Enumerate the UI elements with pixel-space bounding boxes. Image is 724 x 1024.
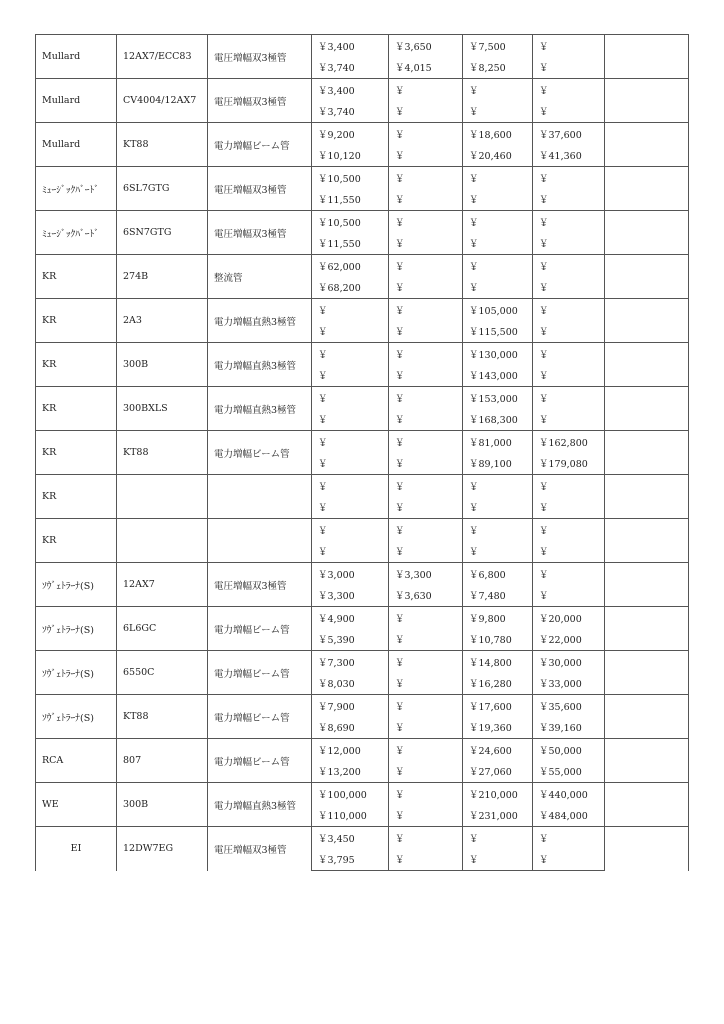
model-cell: 12AX7 xyxy=(117,563,208,607)
model-cell xyxy=(117,519,208,563)
price-cell: ￥ xyxy=(533,585,605,607)
tube-type-cell: 電圧増幅双3極管 xyxy=(208,35,312,79)
price-cell: ￥9,200 xyxy=(312,123,389,145)
tube-type-cell: 電力増幅ビーム管 xyxy=(208,695,312,739)
table-row xyxy=(36,167,689,189)
model-cell: CV4004/12AX7 xyxy=(117,79,208,123)
table-row xyxy=(36,607,689,629)
price-cell: ￥ xyxy=(533,167,605,189)
brand-cell: KR xyxy=(36,255,117,299)
price-table xyxy=(35,34,689,871)
price-cell: ￥ xyxy=(463,497,533,519)
tube-type-cell: 電圧増幅双3極管 xyxy=(208,827,312,871)
price-cell: ￥ xyxy=(463,541,533,563)
model-cell xyxy=(117,475,208,519)
price-cell: ￥ xyxy=(312,497,389,519)
note-cell xyxy=(605,255,689,299)
price-cell: ￥ xyxy=(389,233,463,255)
note-cell xyxy=(605,695,689,739)
brand-cell: ﾐｭｰｼﾞｯｸﾊﾞｰﾄﾞ xyxy=(36,211,117,255)
price-cell: ￥ xyxy=(533,409,605,431)
table-row xyxy=(36,651,689,673)
price-cell: ￥3,650 xyxy=(389,35,463,57)
price-cell: ￥ xyxy=(533,827,605,849)
price-cell: ￥ xyxy=(312,431,389,453)
tube-type-cell: 電力増幅ビーム管 xyxy=(208,651,312,695)
table-row xyxy=(36,475,689,497)
price-cell: ￥ xyxy=(389,167,463,189)
price-cell: ￥105,000 xyxy=(463,299,533,321)
model-cell: 274B xyxy=(117,255,208,299)
price-cell: ￥10,780 xyxy=(463,629,533,651)
brand-cell: Mullard xyxy=(36,35,117,79)
price-cell: ￥3,740 xyxy=(312,101,389,123)
price-cell: ￥ xyxy=(463,519,533,541)
tube-type-cell: 電力増幅ビーム管 xyxy=(208,431,312,475)
table-row xyxy=(36,695,689,717)
tube-type-cell: 電圧増幅双3極管 xyxy=(208,563,312,607)
model-cell: KT88 xyxy=(117,695,208,739)
price-cell: ￥ xyxy=(312,409,389,431)
price-cell: ￥33,000 xyxy=(533,673,605,695)
price-cell: ￥100,000 xyxy=(312,783,389,805)
price-cell: ￥ xyxy=(533,849,605,871)
price-cell: ￥8,250 xyxy=(463,57,533,79)
table-row xyxy=(36,211,689,233)
table-row xyxy=(36,563,689,585)
price-cell: ￥55,000 xyxy=(533,761,605,783)
model-cell: 807 xyxy=(117,739,208,783)
tube-type-cell xyxy=(208,519,312,563)
price-cell: ￥3,795 xyxy=(312,849,389,871)
table-row xyxy=(36,519,689,541)
price-cell: ￥ xyxy=(463,475,533,497)
tube-type-cell: 電力増幅直熱3極管 xyxy=(208,783,312,827)
price-cell: ￥39,160 xyxy=(533,717,605,739)
price-cell: ￥3,450 xyxy=(312,827,389,849)
price-cell: ￥ xyxy=(389,497,463,519)
price-cell: ￥8,030 xyxy=(312,673,389,695)
price-cell: ￥ xyxy=(533,365,605,387)
price-cell: ￥ xyxy=(533,343,605,365)
table-row xyxy=(36,783,689,805)
price-cell: ￥ xyxy=(463,233,533,255)
price-cell: ￥ xyxy=(463,189,533,211)
note-cell xyxy=(605,79,689,123)
model-cell: 300BXLS xyxy=(117,387,208,431)
price-cell: ￥ xyxy=(533,233,605,255)
price-cell: ￥5,390 xyxy=(312,629,389,651)
price-cell: ￥440,000 xyxy=(533,783,605,805)
brand-cell: KR xyxy=(36,343,117,387)
price-cell: ￥6,800 xyxy=(463,563,533,585)
brand-cell: ｿｳﾞｪﾄﾗｰﾅ(S) xyxy=(36,695,117,739)
price-cell: ￥ xyxy=(463,827,533,849)
brand-cell: KR xyxy=(36,519,117,563)
tube-type-cell: 電力増幅直熱3極管 xyxy=(208,387,312,431)
price-cell: ￥ xyxy=(389,629,463,651)
note-cell xyxy=(605,167,689,211)
price-cell: ￥ xyxy=(533,497,605,519)
price-cell: ￥37,600 xyxy=(533,123,605,145)
price-cell: ￥ xyxy=(389,145,463,167)
price-cell: ￥ xyxy=(463,101,533,123)
price-cell: ￥168,300 xyxy=(463,409,533,431)
price-cell: ￥ xyxy=(463,211,533,233)
price-cell: ￥ xyxy=(312,475,389,497)
tube-type-cell: 電圧増幅双3極管 xyxy=(208,167,312,211)
price-cell: ￥ xyxy=(389,651,463,673)
price-cell: ￥ xyxy=(389,739,463,761)
model-cell: 300B xyxy=(117,783,208,827)
price-cell: ￥41,360 xyxy=(533,145,605,167)
note-cell xyxy=(605,607,689,651)
note-cell xyxy=(605,35,689,79)
price-cell: ￥3,630 xyxy=(389,585,463,607)
price-cell: ￥ xyxy=(389,79,463,101)
price-cell: ￥ xyxy=(533,277,605,299)
price-cell: ￥ xyxy=(389,475,463,497)
table-row xyxy=(36,123,689,145)
price-cell: ￥3,300 xyxy=(312,585,389,607)
note-cell xyxy=(605,123,689,167)
price-cell: ￥ xyxy=(389,849,463,871)
brand-cell: ｿｳﾞｪﾄﾗｰﾅ(S) xyxy=(36,563,117,607)
model-cell: 6SN7GTG xyxy=(117,211,208,255)
price-cell: ￥ xyxy=(312,321,389,343)
price-cell: ￥ xyxy=(389,695,463,717)
tube-type-cell: 電力増幅直熱3極管 xyxy=(208,343,312,387)
price-cell: ￥10,120 xyxy=(312,145,389,167)
price-cell: ￥7,480 xyxy=(463,585,533,607)
price-cell: ￥ xyxy=(463,167,533,189)
price-cell: ￥ xyxy=(533,211,605,233)
price-cell: ￥ xyxy=(389,321,463,343)
price-cell: ￥17,600 xyxy=(463,695,533,717)
price-cell: ￥12,000 xyxy=(312,739,389,761)
tube-type-cell: 整流管 xyxy=(208,255,312,299)
price-cell: ￥ xyxy=(389,277,463,299)
price-cell: ￥30,000 xyxy=(533,651,605,673)
price-cell: ￥3,400 xyxy=(312,35,389,57)
price-cell: ￥ xyxy=(389,211,463,233)
brand-cell: WE xyxy=(36,783,117,827)
price-cell: ￥153,000 xyxy=(463,387,533,409)
price-cell: ￥ xyxy=(463,849,533,871)
note-cell xyxy=(605,739,689,783)
price-cell: ￥89,100 xyxy=(463,453,533,475)
model-cell: 6SL7GTG xyxy=(117,167,208,211)
table-body xyxy=(36,35,689,871)
price-cell: ￥7,500 xyxy=(463,35,533,57)
price-cell: ￥ xyxy=(533,79,605,101)
price-cell: ￥11,550 xyxy=(312,233,389,255)
price-cell: ￥68,200 xyxy=(312,277,389,299)
price-cell: ￥ xyxy=(389,453,463,475)
model-cell: 2A3 xyxy=(117,299,208,343)
price-cell: ￥484,000 xyxy=(533,805,605,827)
price-cell: ￥24,600 xyxy=(463,739,533,761)
price-cell: ￥130,000 xyxy=(463,343,533,365)
price-cell: ￥4,900 xyxy=(312,607,389,629)
model-cell: KT88 xyxy=(117,123,208,167)
brand-cell: Mullard xyxy=(36,79,117,123)
price-cell: ￥27,060 xyxy=(463,761,533,783)
price-cell: ￥ xyxy=(389,673,463,695)
price-cell: ￥ xyxy=(389,607,463,629)
price-cell: ￥ xyxy=(389,717,463,739)
price-cell: ￥4,015 xyxy=(389,57,463,79)
price-cell: ￥ xyxy=(389,365,463,387)
price-cell: ￥ xyxy=(389,519,463,541)
price-cell: ￥ xyxy=(312,387,389,409)
price-cell: ￥ xyxy=(389,783,463,805)
tube-type-cell xyxy=(208,475,312,519)
price-cell: ￥ xyxy=(389,299,463,321)
price-cell: ￥35,600 xyxy=(533,695,605,717)
price-cell: ￥3,740 xyxy=(312,57,389,79)
note-cell xyxy=(605,783,689,827)
price-cell: ￥50,000 xyxy=(533,739,605,761)
price-cell: ￥ xyxy=(533,57,605,79)
price-cell: ￥11,550 xyxy=(312,189,389,211)
brand-cell: KR xyxy=(36,387,117,431)
price-cell: ￥7,300 xyxy=(312,651,389,673)
price-cell: ￥ xyxy=(463,277,533,299)
model-cell: 6L6GC xyxy=(117,607,208,651)
tube-type-cell: 電力増幅ビーム管 xyxy=(208,607,312,651)
price-cell: ￥16,280 xyxy=(463,673,533,695)
note-cell xyxy=(605,299,689,343)
brand-cell: ﾐｭｰｼﾞｯｸﾊﾞｰﾄﾞ xyxy=(36,167,117,211)
table-row xyxy=(36,387,689,409)
price-cell: ￥ xyxy=(533,387,605,409)
price-cell: ￥10,500 xyxy=(312,167,389,189)
price-cell: ￥ xyxy=(463,255,533,277)
price-cell: ￥ xyxy=(389,409,463,431)
note-cell xyxy=(605,343,689,387)
price-cell: ￥22,000 xyxy=(533,629,605,651)
price-cell: ￥ xyxy=(533,35,605,57)
note-cell xyxy=(605,519,689,563)
price-cell: ￥13,200 xyxy=(312,761,389,783)
table-row xyxy=(36,299,689,321)
price-cell: ￥9,800 xyxy=(463,607,533,629)
brand-cell: KR xyxy=(36,475,117,519)
price-cell: ￥ xyxy=(312,541,389,563)
model-cell: 6550C xyxy=(117,651,208,695)
brand-cell: RCA xyxy=(36,739,117,783)
table-row xyxy=(36,343,689,365)
table-row xyxy=(36,255,689,277)
tube-type-cell: 電圧増幅双3極管 xyxy=(208,79,312,123)
price-cell: ￥179,080 xyxy=(533,453,605,475)
price-cell: ￥231,000 xyxy=(463,805,533,827)
price-cell: ￥ xyxy=(533,541,605,563)
note-cell xyxy=(605,431,689,475)
price-cell: ￥3,400 xyxy=(312,79,389,101)
price-cell: ￥ xyxy=(389,827,463,849)
price-cell: ￥ xyxy=(389,123,463,145)
model-cell: 300B xyxy=(117,343,208,387)
table-row xyxy=(36,827,689,849)
tube-type-cell: 電圧増幅双3極管 xyxy=(208,211,312,255)
price-cell: ￥ xyxy=(533,519,605,541)
price-cell: ￥ xyxy=(533,255,605,277)
price-cell: ￥14,800 xyxy=(463,651,533,673)
price-cell: ￥3,300 xyxy=(389,563,463,585)
price-cell: ￥ xyxy=(533,321,605,343)
price-cell: ￥ xyxy=(463,79,533,101)
price-cell: ￥10,500 xyxy=(312,211,389,233)
brand-cell: ｿｳﾞｪﾄﾗｰﾅ(S) xyxy=(36,651,117,695)
price-cell: ￥ xyxy=(312,343,389,365)
price-cell: ￥18,600 xyxy=(463,123,533,145)
price-cell: ￥ xyxy=(389,805,463,827)
note-cell xyxy=(605,475,689,519)
note-cell xyxy=(605,211,689,255)
tube-type-cell: 電力増幅ビーム管 xyxy=(208,739,312,783)
price-cell: ￥ xyxy=(389,101,463,123)
brand-cell: EI xyxy=(36,827,117,871)
model-cell: 12DW7EG xyxy=(117,827,208,871)
price-cell: ￥ xyxy=(533,299,605,321)
price-cell: ￥81,000 xyxy=(463,431,533,453)
price-cell: ￥210,000 xyxy=(463,783,533,805)
table-row xyxy=(36,79,689,101)
price-cell: ￥110,000 xyxy=(312,805,389,827)
price-cell: ￥ xyxy=(389,387,463,409)
price-cell: ￥62,000 xyxy=(312,255,389,277)
model-cell: 12AX7/ECC83 xyxy=(117,35,208,79)
price-cell: ￥20,000 xyxy=(533,607,605,629)
price-cell: ￥19,360 xyxy=(463,717,533,739)
price-cell: ￥ xyxy=(389,541,463,563)
price-cell: ￥ xyxy=(389,431,463,453)
price-cell: ￥ xyxy=(312,365,389,387)
price-cell: ￥3,000 xyxy=(312,563,389,585)
brand-cell: KR xyxy=(36,299,117,343)
price-cell: ￥143,000 xyxy=(463,365,533,387)
table-row xyxy=(36,739,689,761)
model-cell: KT88 xyxy=(117,431,208,475)
price-cell: ￥ xyxy=(312,299,389,321)
price-cell: ￥ xyxy=(389,189,463,211)
brand-cell: ｿｳﾞｪﾄﾗｰﾅ(S) xyxy=(36,607,117,651)
price-cell: ￥7,900 xyxy=(312,695,389,717)
price-cell: ￥115,500 xyxy=(463,321,533,343)
price-cell: ￥ xyxy=(312,519,389,541)
table-row xyxy=(36,35,689,57)
note-cell xyxy=(605,563,689,607)
brand-cell: KR xyxy=(36,431,117,475)
tube-type-cell: 電力増幅ビーム管 xyxy=(208,123,312,167)
note-cell xyxy=(605,651,689,695)
price-cell: ￥ xyxy=(389,343,463,365)
table-row xyxy=(36,431,689,453)
price-cell: ￥ xyxy=(533,475,605,497)
price-cell: ￥ xyxy=(533,189,605,211)
price-cell: ￥ xyxy=(533,563,605,585)
price-cell: ￥ xyxy=(533,101,605,123)
price-cell: ￥8,690 xyxy=(312,717,389,739)
note-cell xyxy=(605,387,689,431)
brand-cell: Mullard xyxy=(36,123,117,167)
price-cell: ￥ xyxy=(389,761,463,783)
tube-type-cell: 電力増幅直熱3極管 xyxy=(208,299,312,343)
price-cell: ￥ xyxy=(312,453,389,475)
price-cell: ￥20,460 xyxy=(463,145,533,167)
note-cell xyxy=(605,827,689,871)
price-cell: ￥162,800 xyxy=(533,431,605,453)
price-cell: ￥ xyxy=(389,255,463,277)
